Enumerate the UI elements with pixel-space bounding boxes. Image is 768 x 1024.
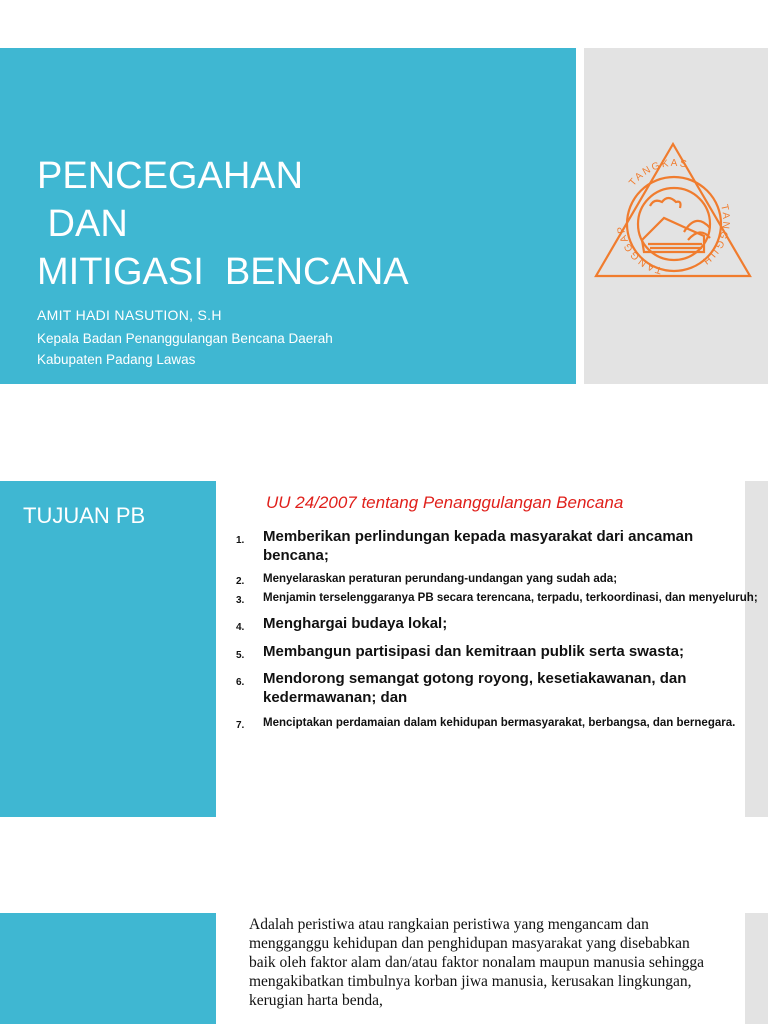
section-title: TUJUAN PB: [23, 503, 146, 528]
slide-title: [37, 152, 409, 296]
title-slide: [0, 48, 768, 384]
svg-text:TANGKAS: [627, 158, 689, 189]
list-item: 7. Menciptakan perdamaian dalam kehidupan bermasyarakat, berbangsa, dan bernegara.: [236, 717, 736, 731]
list-item: 6. Mendorong semangat gotong royong, kesetiakawanan, dan kedermawanan; dan: [236, 670, 687, 706]
bpbd-logo-icon: [592, 140, 754, 292]
right-edge-panel: [745, 913, 768, 1024]
list-item: 4. Menghargai budaya lokal;: [236, 615, 448, 633]
section-panel: [0, 913, 216, 1024]
definition-slide: [0, 913, 768, 1024]
list-item: 3. Menjamin terselenggaranya PB secara terencana, terpadu, terkoordinasi, dan menyeluruh;: [236, 592, 758, 606]
goals-slide: [0, 481, 768, 817]
logo-top-text: TANGKAS: [627, 157, 690, 189]
list-item: 2. Menyelaraskan peraturan perundang-undangan yang sudah ada;: [236, 573, 618, 587]
author-name: AMIT HADI NASUTION, S.H: [37, 307, 222, 323]
law-title: UU 24/2007 tentang Penanggulangan Bencana: [266, 493, 624, 512]
list-item: 5. Membangun partisipasi dan kemitraan publik serta swasta;: [236, 643, 684, 661]
logo-right-text: TANGGUH: [698, 203, 732, 268]
title-line-3: MITIGASI BENCANA: [37, 251, 409, 293]
definition-text: Adalah peristiwa atau rangkaian peristiwa yang mengancam dan mengganggu kehidupan dan penghidupan masyarakat yang disebabkan baik oleh faktor alam dan/atau faktor nonalam maupun manusia sehingga mengakibatkan timbulnya korban jiwa manusia, kerusakan lingkungan, kerugian harta benda,: [249, 916, 704, 1009]
section-panel: [0, 481, 216, 817]
list-item: 1. Memberikan perlindungan kepada masyarakat dari ancaman bencana;: [236, 528, 694, 564]
goals-list: [236, 527, 761, 731]
role-line-1: Kepala Badan Penanggulangan Bencana Daerah: [37, 331, 333, 346]
author-role: [37, 328, 333, 370]
logo-left-text: TANGGAP: [615, 223, 664, 276]
role-line-2: Kabupaten Padang Lawas: [37, 352, 196, 367]
title-line-1: PENCEGAHAN: [37, 155, 304, 197]
title-line-2: DAN: [37, 203, 128, 245]
